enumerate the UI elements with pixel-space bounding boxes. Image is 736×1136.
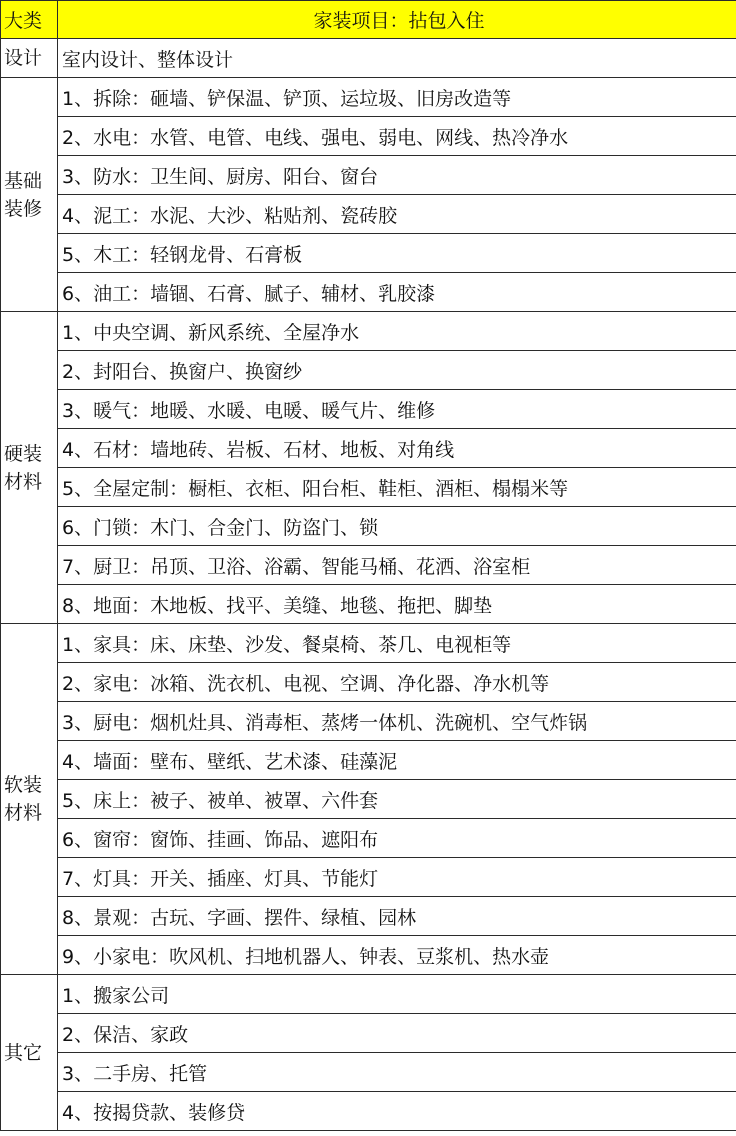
category-design: 设计	[1, 39, 58, 78]
list-item: 5、床上：被子、被单、被罩、六件套	[58, 780, 736, 819]
category-line: 材料	[4, 470, 43, 493]
table-row	[1, 156, 736, 195]
table-row	[1, 429, 736, 468]
list-item: 6、门锁：木门、合金门、防盗门、锁	[58, 507, 736, 546]
table-row	[1, 702, 736, 741]
list-item: 6、窗帘：窗饰、挂画、饰品、遮阳布	[58, 819, 736, 858]
list-item: 1、家具：床、床垫、沙发、餐桌椅、茶几、电视柜等	[58, 624, 736, 663]
category-basic-renovation	[1, 78, 58, 312]
list-item: 4、按揭贷款、装修贷	[58, 1092, 736, 1131]
table-row	[1, 390, 736, 429]
table-row	[1, 468, 736, 507]
table-row	[1, 1053, 736, 1092]
list-item: 2、家电：冰箱、洗衣机、电视、空调、净化器、净水机等	[58, 663, 736, 702]
table-row	[1, 741, 736, 780]
category-line: 基础	[4, 169, 43, 192]
list-item: 4、石材：墙地砖、岩板、石材、地板、对角线	[58, 429, 736, 468]
list-item: 1、拆除：砸墙、铲保温、铲顶、运垃圾、旧房改造等	[58, 78, 736, 117]
list-item: 室内设计、整体设计	[58, 39, 736, 78]
table-title: 家装项目：拈包入住	[58, 1, 736, 39]
table-row	[1, 234, 736, 273]
list-item: 3、厨电：烟机灶具、消毒柜、蒸烤一体机、洗碗机、空气炸锅	[58, 702, 736, 741]
table-row	[1, 546, 736, 585]
table-row	[1, 78, 736, 117]
table-row	[1, 312, 736, 351]
list-item: 2、水电：水管、电管、电线、强电、弱电、网线、热冷净水	[58, 117, 736, 156]
table-row	[1, 975, 736, 1014]
table-row	[1, 819, 736, 858]
category-soft-materials	[1, 624, 58, 975]
category-hard-materials	[1, 312, 58, 624]
list-item: 9、小家电：吹风机、扫地机器人、钟表、豆浆机、热水壶	[58, 936, 736, 975]
category-other: 其它	[1, 975, 58, 1131]
list-item: 2、保洁、家政	[58, 1014, 736, 1053]
header-row	[1, 1, 736, 39]
table-row	[1, 624, 736, 663]
list-item: 5、全屋定制：橱柜、衣柜、阳台柜、鞋柜、酒柜、榻榻米等	[58, 468, 736, 507]
table-row	[1, 195, 736, 234]
list-item: 4、泥工：水泥、大沙、粘贴剂、瓷砖胶	[58, 195, 736, 234]
list-item: 5、木工：轻钢龙骨、石膏板	[58, 234, 736, 273]
list-item: 3、暖气：地暖、水暖、电暖、暖气片、维修	[58, 390, 736, 429]
list-item: 1、搬家公司	[58, 975, 736, 1014]
table-row	[1, 663, 736, 702]
table-row	[1, 780, 736, 819]
category-line: 材料	[4, 802, 43, 824]
list-item: 7、厨卫：吊顶、卫浴、浴霸、智能马桶、花洒、浴室柜	[58, 546, 736, 585]
list-item: 4、墙面：壁布、壁纸、艺术漆、硅藻泥	[58, 741, 736, 780]
list-item: 2、封阳台、换窗户、换窗纱	[58, 351, 736, 390]
table-row	[1, 897, 736, 936]
table-row	[1, 858, 736, 897]
table-row	[1, 351, 736, 390]
list-item: 1、中央空调、新风系统、全屋净水	[58, 312, 736, 351]
list-item: 6、油工：墙锢、石膏、腻子、辅材、乳胶漆	[58, 273, 736, 312]
table-row	[1, 39, 736, 78]
table-row	[1, 273, 736, 312]
list-item: 8、地面：木地板、找平、美缝、地毯、拖把、脚垫	[58, 585, 736, 624]
list-item: 7、灯具：开关、插座、灯具、节能灯	[58, 858, 736, 897]
table-row	[1, 585, 736, 624]
category-line: 硬装	[4, 442, 43, 465]
category-line: 装修	[4, 197, 43, 220]
list-item: 8、景观：古玩、字画、摆件、绿植、园林	[58, 897, 736, 936]
list-item: 3、二手房、托管	[58, 1053, 736, 1092]
table-row	[1, 1092, 736, 1131]
list-item: 3、防水：卫生间、厨房、阳台、窗台	[58, 156, 736, 195]
table-row	[1, 117, 736, 156]
table-row	[1, 507, 736, 546]
category-line: 软装	[4, 774, 43, 796]
table-row	[1, 936, 736, 975]
category-header: 大类	[1, 1, 58, 39]
table-row	[1, 1014, 736, 1053]
